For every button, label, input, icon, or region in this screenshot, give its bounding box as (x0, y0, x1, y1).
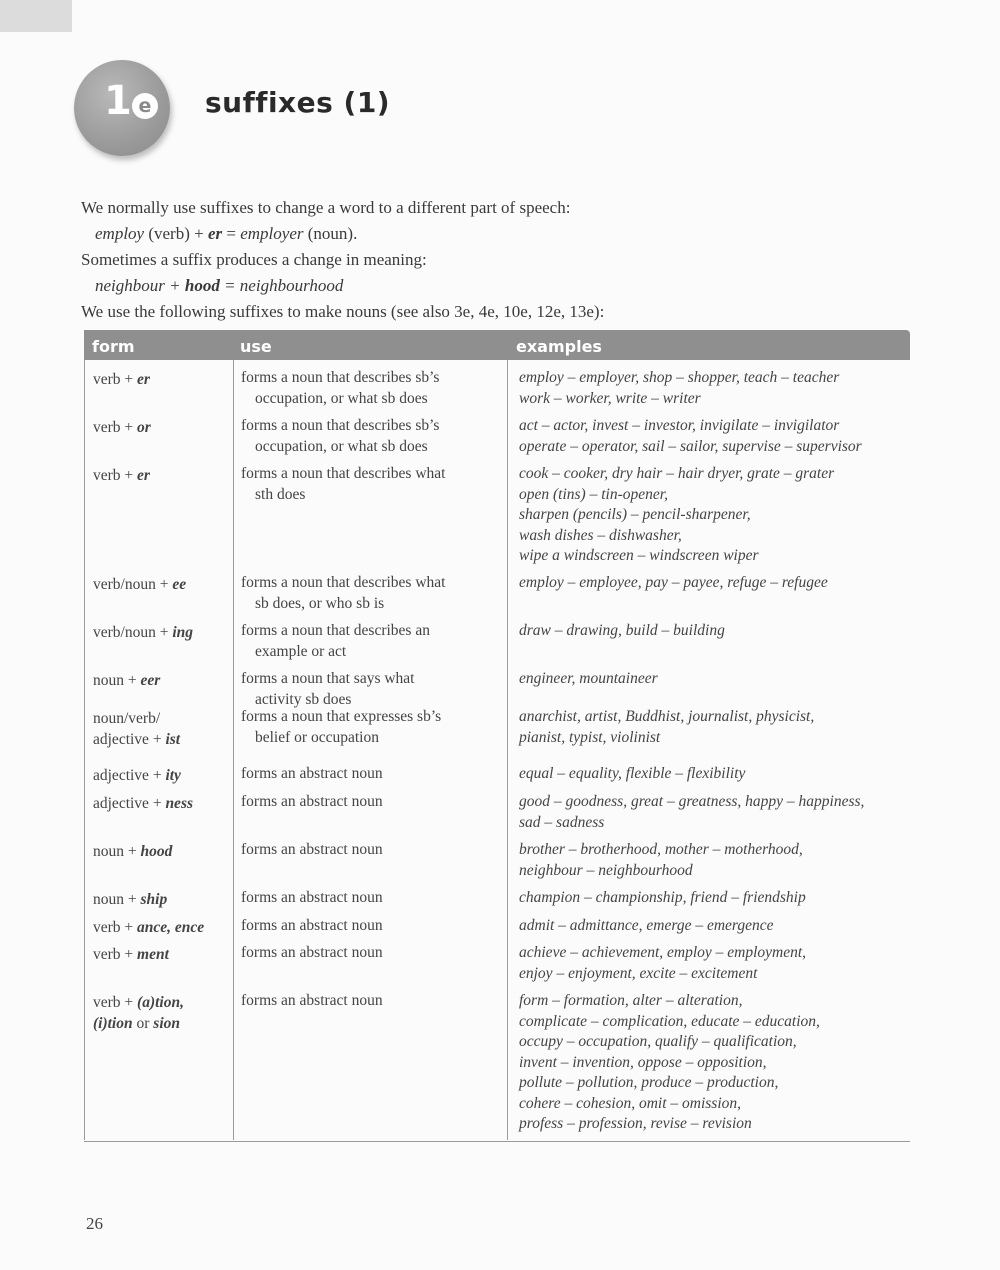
form-suffix: ship (140, 891, 168, 908)
form-cell (93, 709, 233, 750)
example-line: employ – employer, shop – shopper, teach – teacher (519, 369, 840, 386)
form-cell (93, 766, 233, 787)
form-suffix: ity (165, 767, 181, 784)
form-base: verb/noun + (93, 576, 173, 593)
use-text: forms an abstract noun (241, 944, 383, 961)
form-cell (93, 623, 233, 644)
use-text: forms an abstract noun (241, 917, 383, 934)
example-suffix: er (207, 224, 223, 243)
page-title: suffixes (1) (205, 86, 391, 119)
examples-cell (519, 764, 909, 785)
example-line: champion – championship, friend – friendship (519, 889, 806, 906)
form-cell (93, 418, 233, 439)
form-base: verb/noun + (93, 624, 173, 641)
form-cell (93, 370, 233, 391)
form-suffix: hood (140, 843, 173, 860)
example-word: employer (240, 224, 304, 243)
use-text: forms an abstract noun (241, 992, 383, 1009)
use-cell (241, 368, 503, 409)
example-suffix: hood (184, 276, 220, 295)
example-line: wipe a windscreen – windscreen wiper (519, 547, 759, 564)
use-text: forms a noun that expresses sb’s (241, 708, 442, 725)
form-cell (93, 466, 233, 487)
table-header (84, 330, 910, 360)
use-cell (241, 669, 503, 710)
form-base: adjective + (93, 767, 166, 784)
table-body (84, 360, 910, 1140)
use-text: forms an abstract noun (241, 889, 383, 906)
examples-cell (519, 840, 909, 881)
examples-cell (519, 991, 909, 1135)
use-text: belief or occupation (255, 728, 379, 746)
use-cell (241, 943, 503, 964)
form-suffix: ist (165, 730, 181, 748)
example-text: (noun). (303, 224, 358, 243)
use-cell (241, 764, 503, 785)
use-text: activity sb does (255, 690, 352, 708)
example-line: open (tins) – tin-opener, (519, 485, 668, 503)
example-line: employ – employee, pay – payee, refuge – refugee (519, 574, 828, 591)
form-connector: or (132, 1014, 154, 1032)
form-cell (93, 575, 233, 596)
use-text: occupation, or what sb does (255, 389, 428, 407)
example-line: sharpen (pencils) – pencil-sharpener, (519, 506, 751, 523)
example-line: form – formation, alter – alteration, (519, 992, 743, 1009)
examples-cell (519, 368, 909, 409)
example-line: pollute – pollution, produce – production, (519, 1074, 779, 1091)
use-text: forms a noun that says what (241, 670, 415, 687)
column-divider (507, 360, 508, 1140)
form-base: adjective + (93, 730, 166, 748)
form-base: verb + (93, 919, 138, 936)
use-text: forms an abstract noun (241, 765, 383, 782)
form-suffix: sion (153, 1014, 181, 1032)
examples-cell (519, 888, 909, 909)
example-line: anarchist, artist, Buddhist, journalist, physicist, (519, 708, 815, 725)
example-line: draw – drawing, build – building (519, 622, 725, 639)
examples-cell (519, 573, 909, 594)
examples-cell (519, 464, 909, 567)
example-line: act – actor, invest – investor, invigilate – invigilator (519, 417, 840, 434)
examples-cell (519, 669, 909, 690)
examples-cell (519, 621, 909, 642)
form-suffix: or (137, 419, 151, 436)
use-text: forms a noun that describes what (241, 574, 446, 591)
intro-example-2 (81, 274, 921, 298)
form-base: adjective + (93, 795, 166, 812)
examples-cell (519, 707, 909, 748)
form-suffix: er (137, 467, 150, 484)
use-cell (241, 840, 503, 861)
header-use: use (240, 337, 272, 356)
use-text: forms a noun that describes sb’s (241, 369, 440, 386)
example-line: cook – cooker, dry hair – hair dryer, grate – grater (519, 465, 835, 482)
examples-cell (519, 916, 909, 937)
examples-cell (519, 943, 909, 984)
use-cell (241, 888, 503, 909)
form-suffix: ness (165, 795, 194, 812)
example-line: neighbour – neighbourhood (519, 861, 693, 879)
use-cell (241, 792, 503, 813)
use-cell (241, 464, 503, 505)
use-cell (241, 621, 503, 662)
intro-line-5: We use the following suffixes to make nouns (see also 3e, 4e, 10e, 12e, 13e): (81, 302, 605, 321)
example-word: employ (95, 224, 145, 243)
form-base: verb + (93, 994, 138, 1011)
form-base: noun + (93, 843, 141, 860)
example-line: sad – sadness (519, 813, 605, 831)
use-cell (241, 573, 503, 614)
example-line: cohere – cohesion, omit – omission, (519, 1094, 741, 1112)
form-cell (93, 945, 233, 966)
example-line: work – worker, write – writer (519, 389, 701, 407)
unit-letter: e (132, 93, 158, 119)
table-bottom-rule (84, 1141, 910, 1142)
example-word: neighbour + (95, 276, 185, 295)
form-suffix: ee (172, 576, 187, 593)
form-cell (93, 794, 233, 815)
use-text: occupation, or what sb does (255, 437, 428, 455)
example-line: complicate – complication, educate – education, (519, 1012, 820, 1030)
form-suffix: er (137, 371, 150, 388)
example-line: brother – brotherhood, mother – motherhood, (519, 841, 803, 858)
use-text: forms an abstract noun (241, 841, 383, 858)
example-word: = neighbourhood (219, 276, 344, 295)
example-line: admit – admittance, emerge – emergence (519, 917, 774, 934)
use-text: forms a noun that describes an (241, 622, 430, 639)
example-line: pianist, typist, violinist (519, 728, 661, 746)
example-line: profess – profession, revise – revision (519, 1115, 752, 1132)
intro-text (81, 196, 921, 326)
use-text: example or act (255, 642, 347, 660)
form-suffix: (i)tion (93, 1014, 133, 1032)
examples-cell (519, 792, 909, 833)
use-text: sth does (255, 485, 306, 503)
intro-example-1 (81, 222, 921, 246)
corner-tab (0, 0, 72, 32)
examples-cell (519, 416, 909, 457)
example-line: wash dishes – dishwasher, (519, 526, 682, 544)
suffix-table (84, 330, 910, 1140)
use-text: forms a noun that describes what (241, 465, 446, 482)
form-base: verb + (93, 419, 138, 436)
use-cell (241, 916, 503, 937)
form-suffix: eer (140, 672, 161, 689)
form-suffix: ance, ence (137, 919, 205, 936)
form-base: verb + (93, 371, 138, 388)
form-cell (93, 890, 233, 911)
example-line: operate – operator, sail – sailor, supervise – supervisor (519, 437, 862, 455)
form-cell (93, 993, 233, 1034)
use-cell (241, 416, 503, 457)
form-base: verb + (93, 467, 138, 484)
use-text: forms a noun that describes sb’s (241, 417, 440, 434)
use-text: forms an abstract noun (241, 793, 383, 810)
header-examples: examples (516, 337, 602, 356)
example-line: enjoy – enjoyment, excite – excitement (519, 964, 758, 982)
form-base: verb + (93, 946, 138, 963)
example-line: achieve – achievement, employ – employment, (519, 944, 807, 961)
unit-number: 1 (104, 78, 132, 124)
use-cell (241, 991, 503, 1012)
intro-line-1: We normally use suffixes to change a word to a different part of speech: (81, 198, 571, 217)
page-number: 26 (86, 1214, 103, 1233)
use-text: sb does, or who sb is (255, 594, 385, 612)
form-suffix: ing (172, 624, 194, 641)
example-line: invent – invention, oppose – opposition, (519, 1053, 767, 1071)
form-suffix: (a)tion, (137, 994, 184, 1011)
form-prefix: noun/verb/ (93, 710, 161, 727)
example-text: = (222, 224, 241, 243)
form-cell (93, 671, 233, 692)
example-text: (verb) + (144, 224, 208, 243)
example-line: occupy – occupation, qualify – qualification, (519, 1033, 797, 1050)
form-suffix: ment (137, 946, 169, 963)
use-cell (241, 707, 503, 748)
form-cell (93, 918, 233, 939)
example-line: engineer, mountaineer (519, 670, 658, 687)
form-cell (93, 842, 233, 863)
form-base: noun + (93, 672, 141, 689)
intro-line-3: Sometimes a suffix produces a change in meaning: (81, 250, 427, 269)
form-base: noun + (93, 891, 141, 908)
example-line: equal – equality, flexible – flexibility (519, 765, 746, 782)
column-divider (233, 360, 234, 1140)
header-form: form (92, 337, 135, 356)
example-line: good – goodness, great – greatness, happy – happiness, (519, 793, 865, 810)
